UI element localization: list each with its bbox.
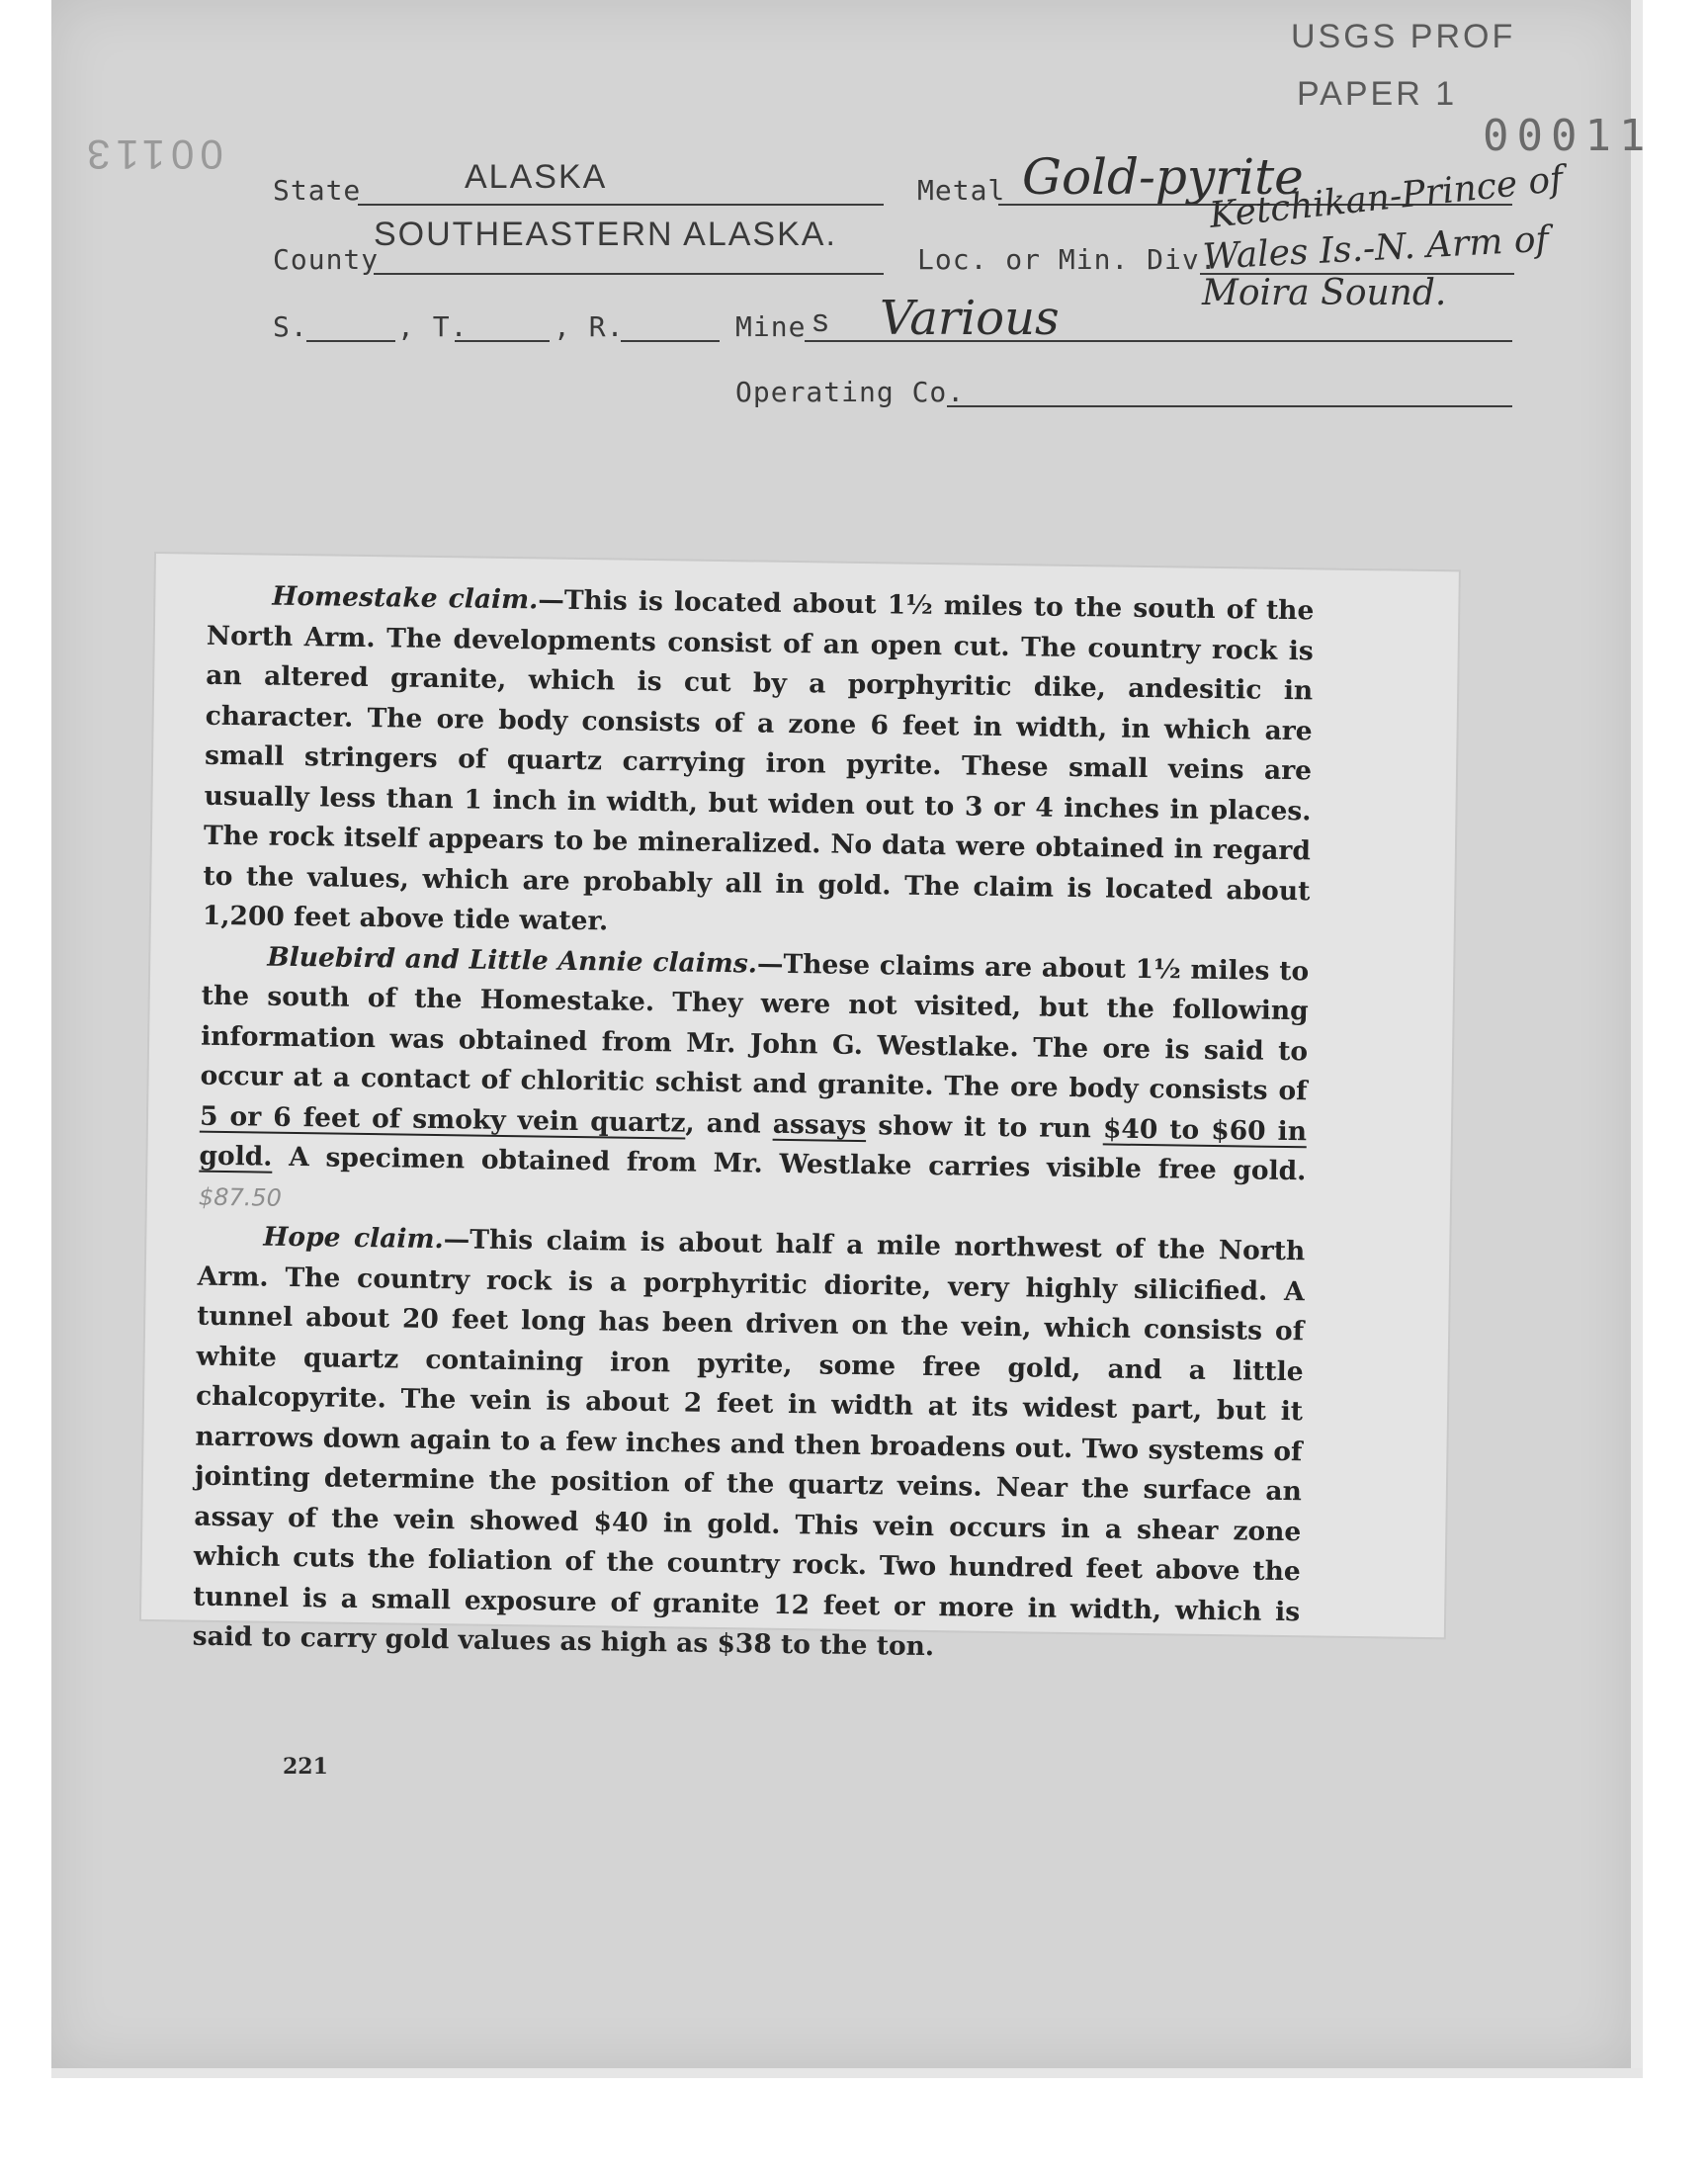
- section-label: S.: [273, 310, 308, 343]
- homestake-text: —This is located about 1½ miles to the south of the North Arm. The developments consist of an open cut. The country rock is an altered granite, which is cut by a porphyritic dike, andesitic in character. The ore body consists of a zone 6 feet in width, in which are small stringers of quartz carrying iron pyrite. These small veins are usually less than 1 inch in width, but widen out to 3 or 4 inches in places. The rock itself appears to be mineralized. No data were obtained in regard to the values, which are probably all in gold. The claim is located about 1,200 feet above tide water.: [202, 584, 1315, 937]
- hope-title: Hope claim.: [263, 1221, 444, 1256]
- homestake-title: Homestake claim.: [272, 580, 539, 616]
- stamp-usgs-prof: USGS PROF: [1291, 18, 1516, 55]
- county-rule: [374, 273, 884, 275]
- range-rule: [621, 340, 720, 342]
- metal-value: Gold-pyrite: [1022, 148, 1304, 206]
- bluebird-text-a: —These claims are about 1½ miles to the south of the Homestake. They were not visited, but the following information was obtained from Mr. John G. Westlake. The ore is said to occur at a contact of chloritic schist and granite. The ore body consists of: [200, 948, 1310, 1107]
- section-rule: [306, 340, 395, 342]
- loc-value-line1: Ketchikan-Prince of: [1207, 158, 1566, 236]
- mine-suffix: s: [812, 303, 830, 338]
- operating-co-label: Operating Co.: [735, 376, 966, 408]
- county-label: County: [273, 243, 380, 276]
- township-label: , T.: [397, 310, 469, 343]
- operating-co-rule: [947, 405, 1512, 407]
- township-rule: [455, 340, 550, 342]
- bluebird-text-d: A specimen obtained from Mr. Westlake carries visible free gold.: [272, 1141, 1307, 1187]
- faint-document-number: 00113: [81, 131, 223, 178]
- pasted-clipping: [141, 554, 1459, 1663]
- document-number: 00011: [1483, 111, 1654, 161]
- card-edge-right: [1631, 0, 1643, 2076]
- stamp-paper: PAPER 1: [1297, 75, 1458, 113]
- homestake-paragraph: [203, 576, 1315, 952]
- mine-rule: [805, 340, 1512, 342]
- bluebird-paragraph: [199, 936, 1310, 1232]
- clipping-text: [192, 576, 1314, 1673]
- card-edge-bottom: [51, 2068, 1643, 2078]
- range-label: , R.: [554, 310, 625, 343]
- state-label: State: [273, 174, 362, 207]
- mine-value: Various: [880, 291, 1060, 346]
- hope-text: —This claim is about half a mile northwest of the North Arm. The country rock is a porphyritic diorite, very highly silicified. A tunnel about 20 feet long has been driven on the vein, which consists of white quartz containing iron pyrite, some free gold, and a little chalcopyrite. The vein is about 2 feet in width at its widest part, but it narrows down again to a few inches and then broadens out. Two systems of jointing determine the position of the quartz veins. Near the surface an assay of the vein showed $40 in gold. This vein occurs in a shear zone which cuts the foliation of the country rock. Two hundred feet above the tunnel is a small exposure of granite 12 feet or more in width, which is said to carry gold values as high as $38 to the ton.: [192, 1224, 1306, 1663]
- bluebird-underline-gold: $40 to $60 in gold.: [199, 1112, 1308, 1173]
- loc-value-line3: Moira Sound.: [1202, 273, 1447, 313]
- pencil-note: $87.50: [198, 1182, 283, 1212]
- page-number: 221: [283, 1754, 328, 1780]
- bluebird-title: Bluebird and Little Annie claims.: [267, 941, 758, 980]
- bluebird-underline-assays: assays: [772, 1108, 867, 1141]
- loc-label: Loc. or Min. Div.: [917, 243, 1218, 276]
- loc-value-line2: Wales Is.-N. Arm of: [1201, 218, 1550, 278]
- state-rule: [358, 204, 884, 206]
- hope-paragraph: [192, 1217, 1305, 1673]
- mine-label: Mine: [735, 310, 807, 343]
- bluebird-text-b: , and: [685, 1107, 774, 1140]
- metal-label: Metal: [917, 174, 1006, 207]
- bluebird-underline-quartz: 5 or 6 feet of smoky vein quartz: [199, 1100, 686, 1139]
- county-value: SOUTHEASTERN ALASKA.: [374, 216, 837, 253]
- state-value: ALASKA: [465, 158, 608, 196]
- bluebird-text-c: show it to run: [866, 1109, 1104, 1144]
